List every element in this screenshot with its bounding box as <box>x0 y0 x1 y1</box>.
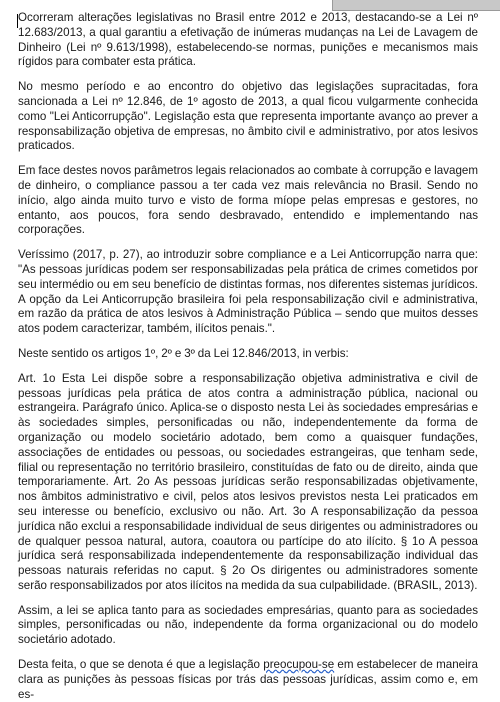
paragraph-articles-intro: Neste sentido os artigos 1º, 2º e 3º da Lei 12.846/2013, in verbis: <box>18 346 349 360</box>
paragraph-verissimo-quote: Veríssimo (2017, p. 27), ao introduzir sobre compliance e a Lei Anticorrupção narra que: "As pessoas jurídicas podem ser responsabilizadas pela prática de crimes cometidos por seu intermédio ou em seu benefício de distintas formas, nos diferentes sistemas jurídicos. A opção da Lei Anticorrupção brasileira foi pela responsabilização civil e administrativa, em razão da prática de atos lesivos à Administração Pública – sendo que muitos desses atos podem caracterizar, também, ilícitos penais.". <box>18 248 478 336</box>
document-page[interactable] <box>18 11 478 701</box>
paragraph-law-application: Assim, a lei se aplica tanto para as sociedades empresárias, quanto para as sociedades simples, personificadas ou não, independente da forma organizacional ou do modelo societário adotado. <box>18 603 478 647</box>
paragraph-compliance-relevance: Em face destes novos parâmetros legais relacionados ao combate à corrupção e lavagem de dinheiro, o compliance passou a ter cada vez mais relevância no Brasil. Sendo no início, algo ainda muito turvo e visto de forma míope pelas empresas e gestores, no entanto, aos poucos, fora sendo desbravado, entendido e implementando nas corporações. <box>18 164 478 237</box>
paragraph-conclusion <box>18 658 478 702</box>
spellcheck-flagged-word[interactable]: preocupou-se <box>263 658 335 672</box>
paragraph-legislative-changes: Ocorreram alterações legislativas no Brasil entre 2012 e 2013, destacando-se a Lei nº 12.683/2013, a qual garantiu a efetivação de inúmeras mudanças na Lei de Lavagem de Dinheiro (Lei nº 9.613/1998), estabelecendo-se normas, punições e mecanismos mais rígidos para combater esta prática. <box>18 11 478 69</box>
paragraph-anticorruption-law: No mesmo período e ao encontro do objetivo das legislações supracitadas, fora sancionada a Lei nº 12.846, de 1º agosto de 2013, a qual ficou vulgarmente conhecida como "Lei Anticorrupção". Legislação esta que representa importante avanço ao prever a responsabilização objetiva de empresas, no âmbito civil e administrativo, por atos lesivos praticados. <box>18 80 478 153</box>
paragraph-law-articles: Art. 1o Esta Lei dispõe sobre a responsabilização objetiva administrativa e civil de pessoas jurídicas pela prática de atos contra a administração pública, nacional ou estrangeira. Parágrafo único. Aplica-se o disposto nesta Lei às sociedades empresárias e às sociedades simples, personificadas ou não, independentemente da forma de organização ou modelo societário adotado, bem como a quaisquer fundações, associações de entidades ou pessoas, ou sociedades estrangeiras, que tenham sede, filial ou representação no território brasileiro, constituídas de fato ou de direito, ainda que temporariamente. Art. 2o As pessoas jurídicas serão responsabilizadas objetivamente, nos âmbitos administrativo e civil, pelos atos lesivos previstos nesta Lei praticados em seu interesse ou benefício, exclusivo ou não. Art. 3o A responsabilização da pessoa jurídica não exclui a responsabilidade individual de seus dirigentes ou administradores ou de qualquer pessoa natural, autora, coautora ou partícipe do ato ilícito. § 1o A pessoa jurídica será responsabilizada independentemente da responsabilização individual das pessoas naturais referidas no caput. § 2o Os dirigentes ou administradores somente serão responsabilizados por atos ilícitos na medida da sua culpabilidade. (BRASIL, 2013). <box>18 371 478 592</box>
window-tab <box>332 0 500 11</box>
conclusion-text-start: Desta feita, o que se denota é que a legislação <box>18 658 264 672</box>
text-cursor <box>17 14 18 28</box>
conclusion-text-end: em estabelecer de maneira clara as punições às pessoas físicas por trás das pessoas jurídicas, assim como e, em es- <box>18 658 478 701</box>
